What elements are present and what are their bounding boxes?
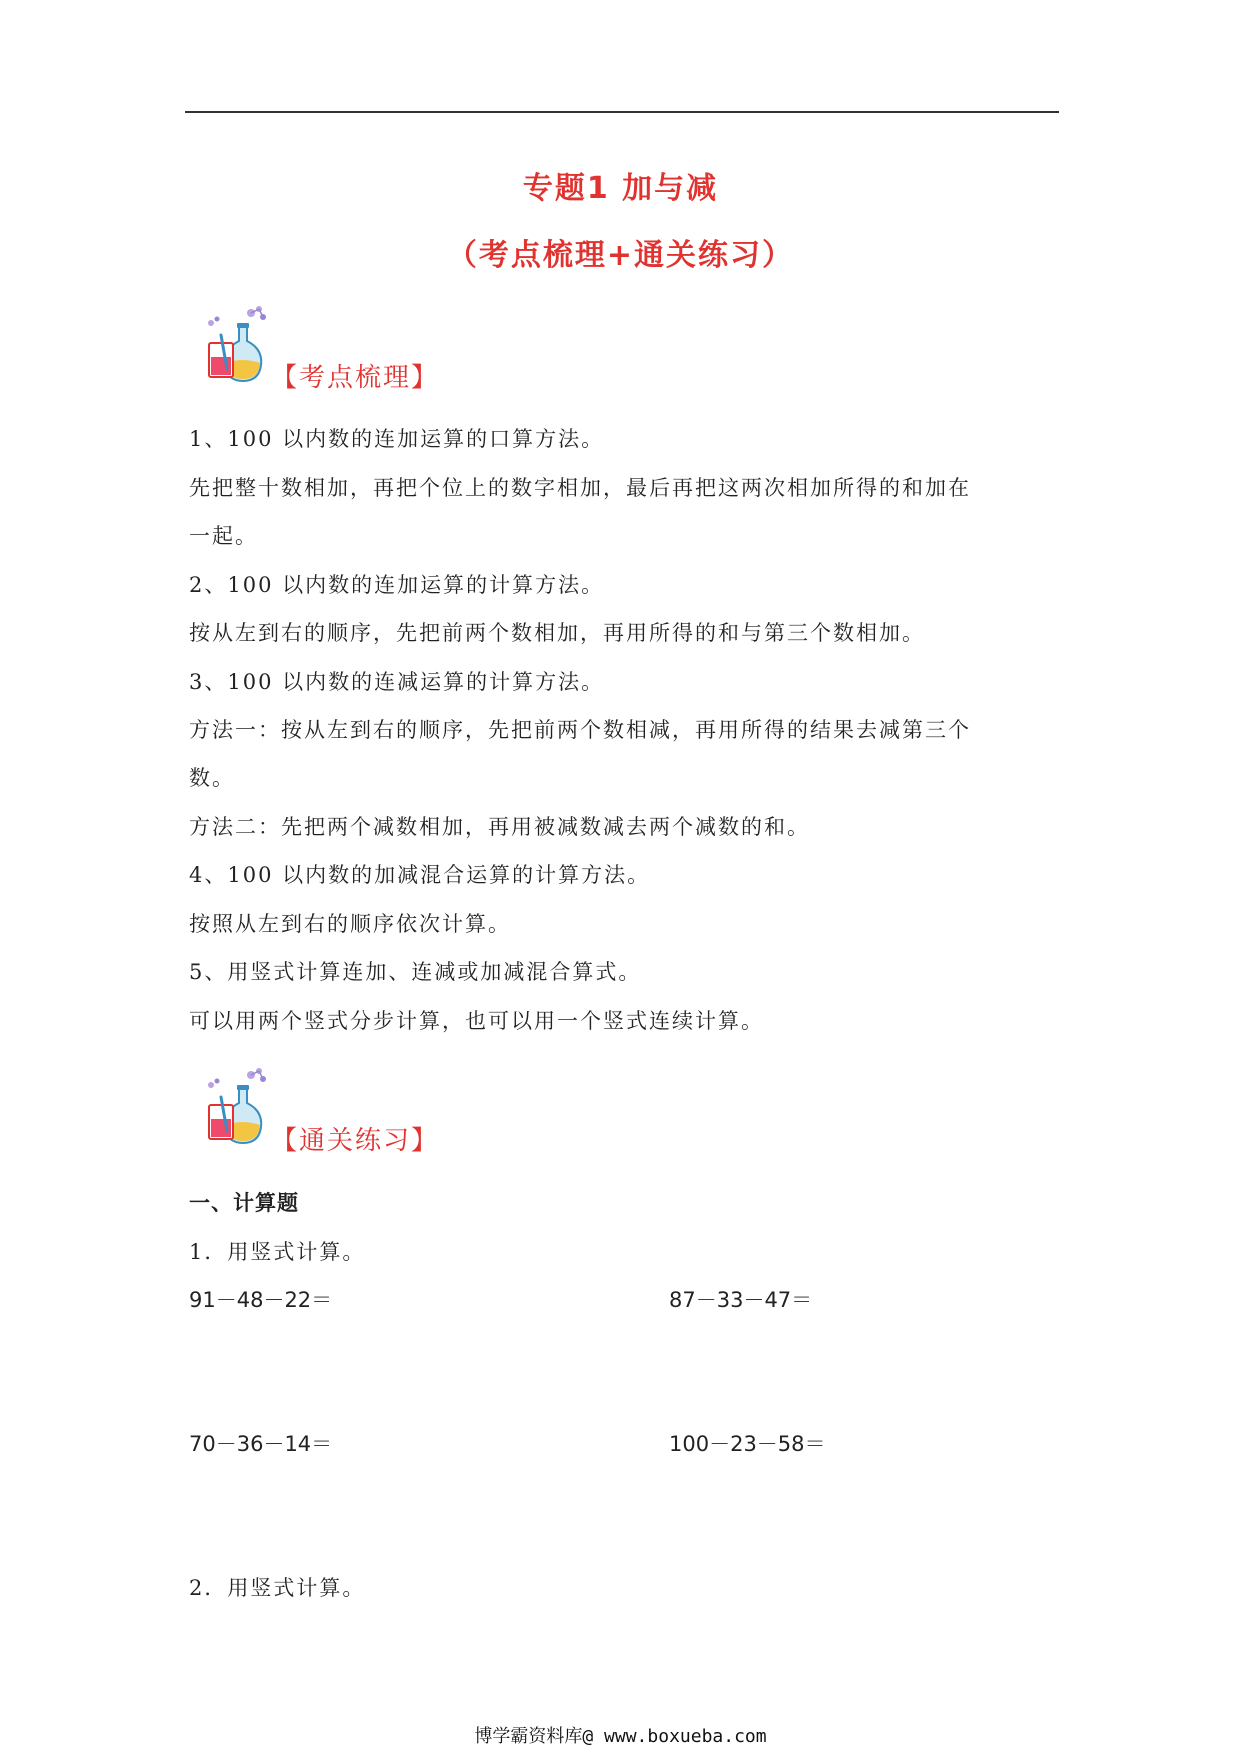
review-line: 数。 <box>189 766 235 790</box>
review-line: 4、100 以内数的加减混合运算的计算方法。 <box>189 863 651 887</box>
review-line: 按照从左到右的顺序依次计算。 <box>189 912 511 936</box>
review-line: 方法二：先把两个减数相加，再用被减数减去两个减数的和。 <box>189 815 810 839</box>
expression: 91－48－22＝ <box>189 1288 333 1312</box>
section-practice-label: 【通关练习】 <box>271 1126 440 1156</box>
expression: 70－36－14＝ <box>189 1432 333 1456</box>
question-1: 1．用竖式计算。 <box>189 1240 366 1264</box>
review-line: 按从左到右的顺序，先把前两个数相加，再用所得的和与第三个数相加。 <box>189 621 925 645</box>
review-line: 可以用两个竖式分步计算，也可以用一个竖式连续计算。 <box>189 1009 764 1033</box>
review-line: 2、100 以内数的连加运算的计算方法。 <box>189 573 605 597</box>
review-line: 1、100 以内数的连加运算的口算方法。 <box>189 427 605 451</box>
section-review-label: 【考点梳理】 <box>271 363 440 393</box>
page-subtitle: （考点梳理+通关练习） <box>446 238 795 273</box>
practice-heading: 一、计算题 <box>189 1191 299 1215</box>
expression: 87－33－47＝ <box>669 1288 813 1312</box>
header-rule <box>185 111 1059 113</box>
footer-watermark: 博学霸资料库@ www.boxueba.com <box>474 1726 767 1747</box>
review-line: 3、100 以内数的连减运算的计算方法。 <box>189 670 605 694</box>
page-title: 专题1 加与减 <box>522 171 719 206</box>
review-line: 一起。 <box>189 524 258 548</box>
question-2: 2．用竖式计算。 <box>189 1576 366 1600</box>
expression: 100－23－58＝ <box>669 1432 826 1456</box>
review-line: 5、用竖式计算连加、连减或加减混合算式。 <box>189 960 642 984</box>
review-line: 先把整十数相加，再把个位上的数字相加，最后再把这两次相加所得的和加在 <box>189 476 971 500</box>
review-line: 方法一：按从左到右的顺序，先把前两个数相减，再用所得的结果去减第三个 <box>189 718 971 742</box>
